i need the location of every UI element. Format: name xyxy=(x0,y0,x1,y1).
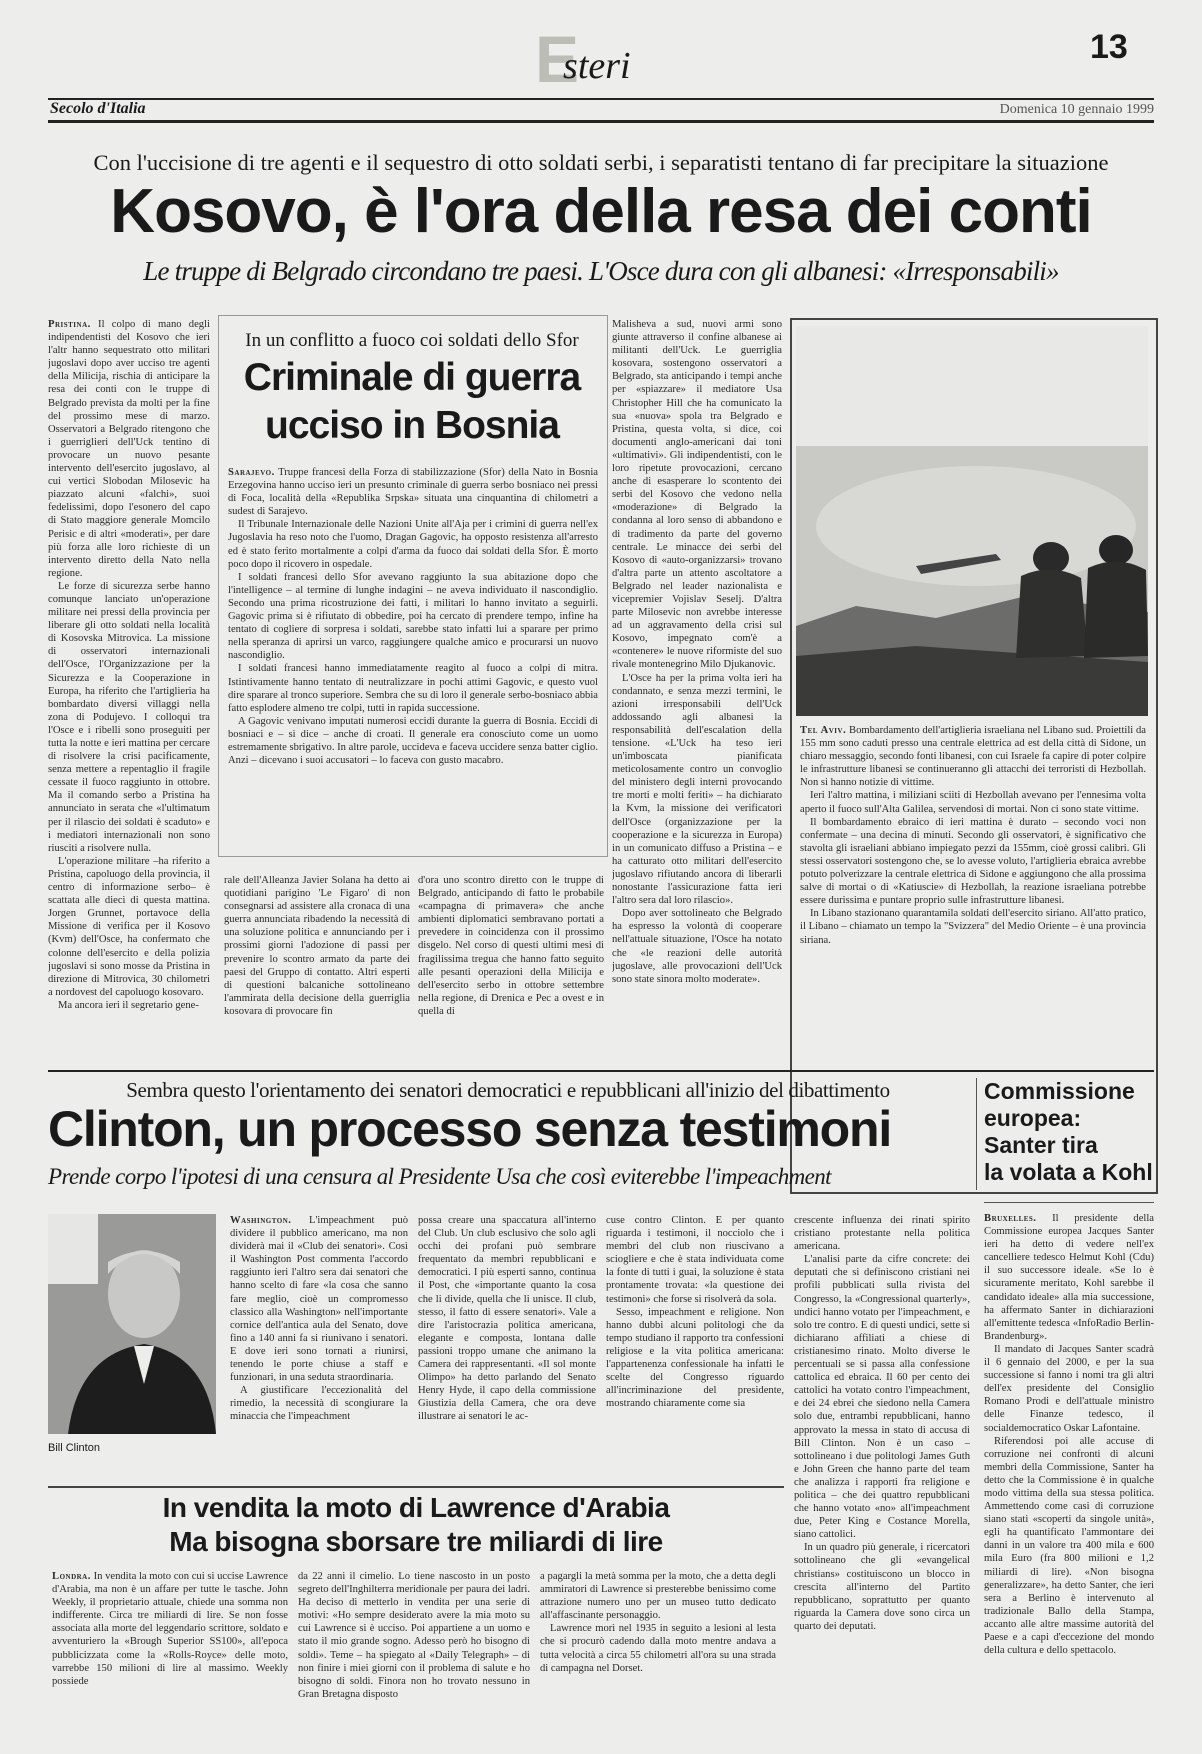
clinton-text-6: crescente influenza dei rinati spirito cristiano protestante nella politica americana. xyxy=(794,1215,970,1253)
bosnia-text-3: I soldati francesi dello Sfor avevano raggiunto la sua abitazione dopo che l'intelligence – al termine di lunghe indagini – ne aveva individuato il nascondiglio. Secondo una prima ricostruzione dei fatti, i militari lo hanno invitato a seguirli. Gagovic prima si è rifiutato di obbedire, poi ha cercato di prendere tempo, infine ha tentato di cogliere di sorpresa i soldati, sarebbe stato infatti lui a sparare per primo nella speranza di aprirsi un varco, raggiungere qualche amico e procurarsi un nuovo nascondiglio. xyxy=(228,571,598,662)
libano-photo xyxy=(796,326,1148,716)
bosnia-headline-2: ucciso in Bosnia xyxy=(265,404,559,447)
section-title xyxy=(535,22,647,96)
commissione-headline xyxy=(984,1078,1154,1186)
commissione-text-2: Il mandato di Jacques Santer scadrà il 6 gennaio del 2000, e per la sua successione si fanno i nomi tra gli altri dell'ex presidente del Consiglio Romano Prodi e dell'attuale ministro delle Finanze tedesco, il socialdemocratico Oskar Lafontaine. xyxy=(984,1343,1154,1434)
section-divider xyxy=(48,1070,1154,1072)
kosovo-headline: Kosovo, è l'ora della resa dei conti xyxy=(110,177,1092,246)
commissione-rule xyxy=(984,1202,1154,1203)
kosovo-subhead: Le truppe di Belgrado circondano tre paesi. L'Osce dura con gli albanesi: «Irresponsabili» xyxy=(143,256,1059,286)
commissione-text-3: Riferendosi poi alle accuse di corruzione nei confronti di alcuni membri della Commissione, Santer ha detto che la Commissione è in qualche modo vittima della sua stessa politica. Ammettendo come casi di corruzione siano stati «scoperti da singole unità», egli ha quantificato l'ammontare dei danni in un valore tra 400 mila e 600 mila Euro (fra 800 milioni e 1,2 miliardi di lire). «Non bisogna generalizzare», ha detto Santer, che ieri sera a Berlino è intervenuto al tradizionale Ballo della Stampa, accanto alle altre massime autorità del Paese e a capi d'eccezione del mondo della cultura e dello spettacolo. xyxy=(984,1435,1154,1657)
section-rest: steri xyxy=(563,45,631,87)
kosovo-text-4: Ma ancora ieri il segretario gene- xyxy=(58,999,199,1011)
kosovo-text-7: Malisheva a sud, nuovi armi sono giunte attraverso il confine albanese ai militanti dell'Uck. Le guerriglia kosovara, sostengono osservatori a Belgrado, sta anticipando i tempi anche per «spiazzare» il mediatore Usa Christopher Hill che ha comunicato la sua «nuova» spola tra Belgrado e Pristina, questa volta, si dice, coi documenti anglo-americani dai toni «ultimativi». Gli indipendentisti, con le loro ripetute provocazioni, cercano anche di esasperare lo scontento dei serbi del Kosovo che vedono nella «moderazione» di Belgrado la condanna al loro senso di abbandono e di tradimento da parte del governo centrale. Le minacce dei serbi del Kosovo di «auto-organizzarsi» trovano d'altra parte un attento ascoltatore a Belgrado nel leader nazionalista e vicepremier Vojislav Seselj. D'altra parte Milosevic non avrebbe interesse ad un aggravamento della crisi sul Kosovo, impegnato com'è a «contenere» le nuove riformiste del suo rivale montenegrino Milo Djukanovic. xyxy=(612,319,782,671)
kosovo-text-2: Le forze di sicurezza serbe hanno comunque lanciato un'operazione militare nei pressi della provincia per liberare gli otto soldati nella località di Kosovska Mitrovica. La missione di osservatori internazionali dell'Osce, l'Organizzazione per la Sicurezza e la Cooperazione in Europa, ha riferito che l'artiglieria ha bombardato diversi villaggi nella zona di Podujevo. I colloqui tra l'Osce e i ribelli sono proseguiti per tutta la notte e ieri mattina per cercare di risolvere la crisi pacificamente, senza mettere a repentaglio il fragile cessate il fuoco raggiunto in ottobre. Ma il comando serbo a Pristina ha annunciato in serata che «l'ultimatum per il rilascio dei soldati è scaduto» e i mediatori internazionali non sono riusciti a risolvere nulla. xyxy=(48,580,210,854)
commissione-text xyxy=(984,1212,1154,1726)
clinton-column-3 xyxy=(606,1214,784,1476)
kosovo-text-6: d'ora uno scontro diretto con le truppe di Belgrado, anticipando di fatto le probabile «campagna di primavera» che anche ambienti diplomatici sembravano portati a prevedere in coincidenza con il prossimo disgelo. Nel corso di questi ultimi mesi di fragilissima tregua che hanno fatto seguito alle pesanti operazioni della Milicija e dell'esercito serbo in ottobre settembre nella regione, di Drenica e Pec a ovest e in quella di xyxy=(418,875,604,1017)
clinton-divider xyxy=(976,1078,977,1190)
bosnia-headline-1: Criminale di guerra xyxy=(243,356,581,399)
section-initial: E xyxy=(535,22,580,96)
bosnia-dateline: Sarajevo. xyxy=(228,467,275,478)
bosnia-text-1: Truppe francesi della Forza di stabilizzazione (Sfor) della Nato in Bosnia Erzegovina hanno ucciso ieri un presunto criminale di guerra serbo bosniaco nei pressi di Foca, località della «Republika Srpska» situata una cinquantina di chilometri a sudest di Sarajevo. xyxy=(228,467,598,518)
clinton-text-8: In un quadro più generale, i ricercatori sottolineano che gli «evangelical christians» costituiscono un blocco in crescita all'interno del Partito repubblicano, soprattutto per quanto riguarda la Camera dove sono circa un quarto dei deputati. xyxy=(794,1542,970,1632)
clinton-headline: Clinton, un processo senza testimoni xyxy=(48,1101,892,1157)
libano-text-2: Ieri l'altro mattina, i miliziani sciiti di Hezbollah avevano per l'ennesima volta aperto il fuoco sull'Alta Galilea, servendosi di mortai. Non ci sono state vittime. xyxy=(800,790,1146,815)
kosovo-column-4 xyxy=(612,318,782,1190)
bosnia-text-4: I soldati francesi hanno immediatamente reagito al fuoco a colpi di mitra. Istintivamente hanno tentato di neutralizzare in pochi attimi Gagovic, e questo vuol dire sparare al tronco superiore. Sembra che su di loro il generale serbo-bosniaco abbia fatto esplodere almeno tre colpi, tutti in rapida successione. xyxy=(228,663,598,714)
clinton-column-2 xyxy=(418,1214,596,1476)
lawrence-text-2: da 22 anni il cimelio. Lo tiene nascosto in un posto segreto dell'Inghilterra meridionale per paura dei ladri. Ha deciso di metterlo in vendita per una serie di motivi: «Ho sempre desiderato avere la mia moto su cui Lawrence si è ucciso. Poi appartiene a un uomo e stato il mio grande sogno. Adesso però ho bisogno di soldi». Teme – ha spiegato al «Daily Telegraph» – di non finire i miei giorni con il problema di salute e ho bisogno di soldi. Finora non ho trovato nessuno in Gran Bretagna disposto xyxy=(298,1571,530,1700)
commissione-text-1: Il presidente della Commissione europea Jacques Santer ieri ha detto di vedere nell'ex cancelliere tedesco Helmut Kohl (Cdu) il suo successore ideale. «Se lo è sicuramente meritato, Kohl sarebbe il candidato ideale» alla mia successione, ha affermato Santer in dichiarazioni all'emittente tedesca «InfoRadio Berlin-Brandenburg». xyxy=(984,1213,1154,1342)
commissione-headline-4: la volata a Kohl xyxy=(984,1159,1153,1185)
kosovo-text-9: Dopo aver sottolineato che Belgrado ha espresso la volontà di cooperare nell'attuale situazione, l'Osce ha notato che «le reazioni delle autorità jugoslave, alle provocazioni dell'Uck sono state sinora molto moderate». xyxy=(612,908,782,985)
kosovo-text-1: Il colpo di mano degli indipendentisti del Kosovo che ieri l'altr hanno sequestrato otto militari jugoslavi dopo aver ucciso tre agenti della Milicija, rischia di anticipare la resa dei conti con le truppe di Belgrado prevista da molti per la fine del prossimo mese di marzo. Osservatori a Belgrado ritengono che i guerriglieri dell'Uck tentino di provocare un nuovo pesante intervento dell'esercito jugoslavo, al cui vertici Slobodan Milosevic ha piazzato alcuni «falchi», suoi fedelissimi, dopo l'esonero del capo di Stato maggiore generale Momcilo Perisic e di altri «moderati», per dare più forza alle loro richieste di un intervento diretto della Nato nella regione. xyxy=(48,319,210,579)
lawrence-column-1 xyxy=(52,1570,288,1726)
bosnia-kicker: In un conflitto a fuoco coi soldati dello Sfor xyxy=(245,330,579,351)
lawrence-headline-2: Ma bisogna sborsare tre miliardi di lire xyxy=(169,1526,663,1557)
clinton-subhead: Prende corpo l'ipotesi di una censura al Presidente Usa che così eviterebbe l'impeachment xyxy=(48,1164,831,1189)
bosnia-text-5: A Gagovic venivano imputati numerosi eccidi durante la guerra di Bosnia. Eccidi di bosniaci e – si dice – anche di croati. Il generale era conosciuto come un uomo estremamente sbrigativo. In altre parole, uccideva e faceva uccidere senza batter ciglio. Anzi – dicevano i suoi accusatori – lo faceva con gusto macabro. xyxy=(228,715,598,767)
commissione-headline-2: europea: xyxy=(984,1105,1082,1131)
lawrence-dateline: Londra. xyxy=(52,1571,91,1582)
libano-text-3: Il bombardamento ebraico di ieri mattina è durato – secondo voci non confermate – una decina di minuti. Secondo gli osservatori, è significativo che stavolta gli israeliani abbiano impiegato pezzi da 155mm, cioè grossi calibri. Gli stessi osservatori sostengono che, se lo avesse voluto, l'artiglieria ebraica avrebbe potuto polverizzare la centrale elettrica di Sidone e aggiungono che alla prossima salve di mortai o di «Katiuscie» di Hezbollah, la reazione israeliana potrebbe essere durissima e puntare proprio sulle infrastrutture libanesi. xyxy=(800,816,1146,907)
clinton-text-3: possa creare una spaccatura all'interno del Club. Un club esclusivo che solo agli occhi dei profani può sembrare frequentato da membri repubblicani e democratici. I più esperti sanno, continua il Post, che «importante quanto la cosa che li divide, quella che li unisce. Il club, stesso, il fatto di essere senatori». Vale a dire l'aristocrazia politica americana, elegante e composta, lontana dalle passioni troppo umane che animano la Camera dei rappresentanti. «Il sol monte Olimpo» ha detto parlando del Senato Henry Hyde, il capo della commissione Giustizia della Camera, che ora deve illustrare ai senatori le ac- xyxy=(418,1215,596,1423)
libano-dateline: Tel Aviv. xyxy=(800,725,847,736)
libano-text-1: Bombardamento dell'artiglieria israeliana nel Libano sud. Proiettili da 155 mm sono caduti presso una centrale elettrica ad est della città di Sidone, un chiaro messaggio, secondo fonti libanesi, con cui Israele fa capire di poter colpire le infrastrutture libanesi se continueranno gli attacchi dei terroristi di Hezbollah. Non si hanno notizie di vittime. xyxy=(800,725,1146,789)
clinton-text-4: cuse contro Clinton. E per quanto riguarda i testimoni, il nocciolo che i membri del club non riuscivano a sciogliere e che è stata individuata come la fonte di tutti i guai, la soluzione è stata prontamente trovata: «la questione dei testimoni» che forse si risolverà da sola. xyxy=(606,1215,784,1305)
clinton-column-1 xyxy=(230,1214,408,1476)
clinton-text-5: Sesso, impeachment e religione. Non hanno dubbi alcuni politologi che da tempo studiano il rapporto tra confessioni religiose e la vita politica americana: l'appartenenza confessionale ha infatti le scelte del Congresso riguardo all'incriminazione del presidente, mostrando chiaramente come sia xyxy=(606,1306,784,1410)
clinton-text-7: L'analisi parte da cifre concrete: dei deputati che si definiscono cristiani nei profili pubblicati sulla rivista del Congresso, la «Congressional quarterly», undici hanno votato per l'impeachment, e solo tre contro. E di questi undici, sette si dichiarano affiliati a chiese di cristianesimo rinato. Molto diverse le percentuali se si passa alla confessione cattolica ed ebraica. Il 60 per cento dei cattolici ha votato contro l'impeachment, e dei 24 ebrei che siedono nella Camera solo due, entrambi repubblicani, hanno approvato la messa in stato di accusa di Bill Clinton. Non è un caso – sottolineano i due politologi James Guth e John Green che hanno parte del team che analizza i rapporti fra religione e politica – che dei quattro repubblicani che hanno votato «no» all'impeachment due, Peter King e Costance Morella, siano cattolici. xyxy=(794,1254,970,1541)
commissione-headline-3: Santer tira xyxy=(984,1132,1098,1158)
commissione-dateline: Bruxelles. xyxy=(984,1213,1037,1224)
clinton-dateline: Washington. xyxy=(230,1215,292,1226)
clinton-text-2: A giustificare l'eccezionalità del rimedio, la necessità di scongiurare la minaccia che l'impeachment xyxy=(230,1385,408,1423)
kosovo-column-1 xyxy=(48,318,210,1190)
lawrence-text-3: a pagargli la metà somma per la moto, che a detta degli ammiratori di Lawrence si presterebbe benissimo come attrazione numero uno per un museo tutto dedicato all'affascinante personaggio. xyxy=(540,1571,776,1622)
clinton-column-4 xyxy=(794,1214,970,1726)
lawrence-text-1: In vendita la moto con cui si uccise Lawrence d'Arabia, ma non è un affare per tutte le tasche. John Weekly, il proprietario attuale, chiede una somma non indifferente. Circa tre miliardi di lire. Se non fosse associata alla morte del leggendario scrittore, soldato e avventuriero la «Brough Superior SS100», all'epoca pubblicizzata come la «Rolls-Royce» delle moto, varrebbe 150 milioni di lire al massimo. Weekly possiede xyxy=(52,1571,288,1687)
clinton-photo xyxy=(48,1214,216,1434)
photo-backdrop-letters xyxy=(48,1214,98,1284)
kosovo-kicker: Con l'uccisione di tre agenti e il sequestro di otto soldati serbi, i separatisti tentano di far precipitare la situazione xyxy=(93,150,1109,175)
photo-header-area xyxy=(796,326,1148,446)
kosovo-text-8: L'Osce ha per la prima volta ieri ha condannato, e senza mezzi termini, le azioni irresponsabili dell'Uck addossando agli albanesi la responsabilità dell'escalation della tensione. «L'Uck ha teso ieri un'imboscata pianificata meticolosamente contro un convoglio del ministero degli interni provocando tre morti e molti feriti» – ha dichiarato la Kvm, la missione dei verificatori dell'Osce (organizzazione per la cooperazione e la sicurezza in Europa) in un comunicato diffuso a Pristina – e ha catturato otto militari dell'esercito jugoslavo rifiutando ancora di liberarli nonostante l'assicurazione fatta ieri l'altro sera dal loro rilascio». xyxy=(612,672,782,907)
page-number: 13 xyxy=(1090,28,1128,66)
masthead-rule-bottom xyxy=(48,120,1154,123)
masthead-rule xyxy=(48,98,1154,100)
lawrence-column-3 xyxy=(540,1570,776,1726)
bosnia-text-2: Il Tribunale Internazionale delle Nazioni Unite all'Aja per i crimini di guerra nell'ex Jugoslavia ha reso noto che l'uomo, Dragan Gagovic, ha opposto resistenza all'arresto ed è stato ferito mortalmente a colpi d'arma da fuoco dai soldati della Sfor. È morto poco dopo il ricovero in ospedale. xyxy=(228,519,598,570)
kosovo-text-3: L'operazione militare –ha riferito a Pristina, capoluogo della provincia, il centro di informazione serbo– è scattata alle dieci di questa mattina. Jorgen Grunnet, portavoce della Missione di verifica per il Kosovo (Kvm) dell'Osce, ha confermato che colonne dell'esercito e della polizia jugoslavi si sono mosse da Pristina in direzione di Mitrovica, 30 chilometri a nordovest del capoluogo kosovaro. xyxy=(48,855,210,998)
clinton-text-1: L'impeachment può dividere il pubblico americano, ma non dividerà mai il «Club dei senatori». Così il Washington Post commenta l'accordo raggiunto ieri l'altro sera dai senatori che hanno scelto di fare «la cosa che sanno fare meglio, cioè un compromesso classico alla Washington» nell'importante cornice dell'antica aula del Senato, dove fino a 140 anni fa si riunivano i senatori. E dove ieri sono tornati a riunirsi, tenendo le porte chiuse a staff e funzionari, in una seduta straordinaria. xyxy=(230,1215,408,1384)
bosnia-text xyxy=(228,466,598,848)
clinton-kicker: Sembra questo l'orientamento dei senatori democratici e repubblicani all'inizio del dibattimento xyxy=(126,1078,890,1102)
paper-name: Secolo d'Italia xyxy=(50,100,146,117)
lawrence-column-2 xyxy=(298,1570,530,1726)
lawrence-headline-1: In vendita la moto di Lawrence d'Arabia xyxy=(162,1492,670,1523)
kosovo-dateline: Pristina. xyxy=(48,319,91,330)
commissione-headline-1: Commissione xyxy=(984,1078,1135,1104)
libano-text-4: In Libano stazionano quarantamila soldati dell'esercito siriano. All'atto pratico, il Libano – chiamato un tempo la "Svizzera" del Medio Oriente – è una provincia siriana. xyxy=(800,908,1146,946)
kosovo-text-5: rale dell'Alleanza Javier Solana ha detto ai quotidiani parigino 'Le Figaro' di non consegnarsi ad assistere alla cronaca di una guerra annunciata ribadendo la necessità di una soluzione politica e annunciando per i prossimi giorni l'adozione di passi per prevenire lo scontro armato da parte dei paesi del Gruppo di contatto. Altri esperti di questioni balcaniche sottolineano l'ammirata della decisione della guerriglia kosovara di provocare fin xyxy=(224,875,410,1017)
lawrence-text-4: Lawrence morì nel 1935 in seguito a lesioni al lesta che si procurò cadendo dalla moto mentre andava a tutta velocità a circa 55 chilometri all'ora su una strada di campagna nel Dorset. xyxy=(540,1623,776,1674)
clinton-photo-caption: Bill Clinton xyxy=(48,1442,100,1454)
issue-date: Domenica 10 gennaio 1999 xyxy=(999,102,1154,117)
